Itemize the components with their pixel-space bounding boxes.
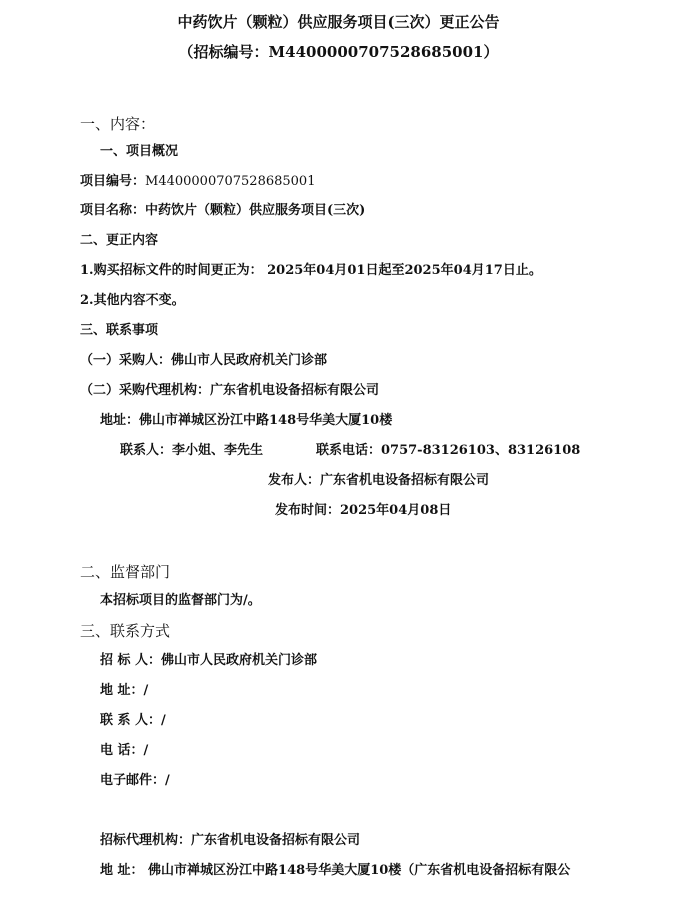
tender-agency-address-line: 地 址： 佛山市禅城区汾江中路148号华美大厦10楼（广东省机电设备招标有限公 (100, 863, 571, 878)
project-overview-heading: 一、项目概况 (100, 144, 179, 159)
tenderer-address-line: 地 址：/ (100, 683, 149, 698)
contact-matters-heading: 三、联系事项 (80, 323, 159, 338)
tender-number-subtitle: （招标编号：M4400000707528685001） (178, 43, 499, 61)
supervision-text: 本招标项目的监督部门为/。 (100, 593, 261, 608)
tender-agency-line: 招标代理机构：广东省机电设备招标有限公司 (100, 833, 361, 848)
publish-date-line: 发布时间：2025年04月08日 (275, 503, 452, 518)
change-item-1: 1.购买招标文件的时间更正为： 2025年04月01日起至2025年04月17日止。 (80, 263, 542, 278)
publisher-line: 发布人：广东省机电设备招标有限公司 (268, 473, 490, 488)
tenderer-line: 招 标 人：佛山市人民政府机关门诊部 (100, 653, 318, 668)
contact-phone-line: 联系电话：0757-83126103、83126108 (316, 443, 581, 458)
project-number-value: M4400000707528685001 (145, 174, 316, 189)
tenderer-email-line: 电子邮件：/ (100, 773, 170, 788)
change-item-2: 2.其他内容不变。 (80, 293, 185, 308)
supervision-heading: 二、监督部门 (80, 563, 171, 581)
changes-heading: 二、更正内容 (80, 233, 159, 248)
contact-method-heading: 三、联系方式 (80, 622, 171, 640)
agency-line: （二）采购代理机构：广东省机电设备招标有限公司 (80, 383, 380, 398)
section-content-heading: 一、内容： (80, 115, 156, 133)
project-name-row (80, 203, 365, 219)
project-name-label: 项目名称： (80, 203, 146, 218)
tenderer-phone-line: 电 话：/ (100, 743, 149, 758)
project-name-value: 中药饮片（颗粒）供应服务项目(三次) (145, 203, 366, 218)
contact-person-line: 联系人：李小姐、李先生 (120, 443, 264, 458)
purchaser-line: （一）采购人：佛山市人民政府机关门诊部 (80, 353, 328, 368)
project-number-row (80, 174, 315, 190)
agency-address-line: 地址：佛山市禅城区汾江中路148号华美大厦10楼 (100, 413, 393, 428)
tenderer-contact-line: 联 系 人：/ (100, 713, 166, 728)
project-number-label: 项目编号： (80, 174, 146, 189)
page-title: 中药饮片（颗粒）供应服务项目(三次）更正公告 (177, 13, 500, 31)
